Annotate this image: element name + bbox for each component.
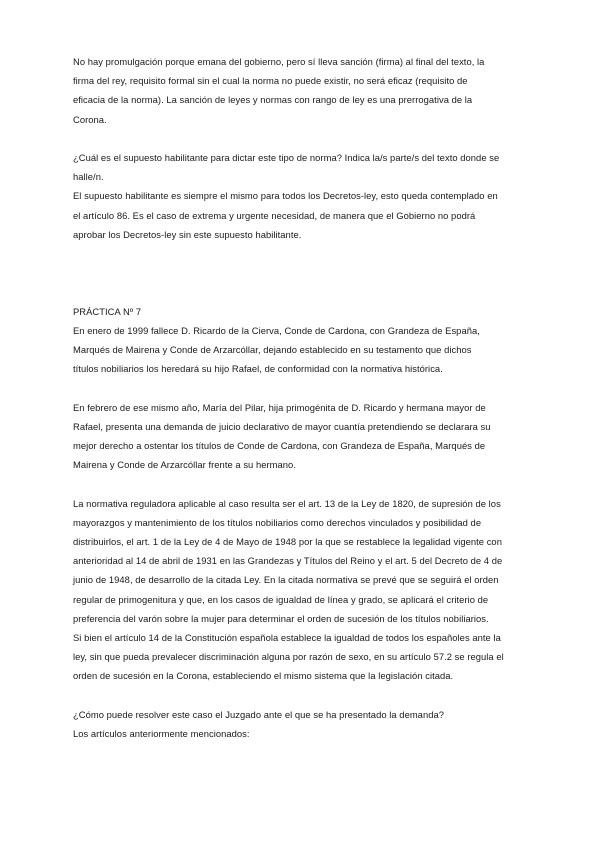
text-line: títulos nobiliarios los heredará su hijo Rafael, de conformidad con la normativa histórica. [73, 363, 443, 375]
paragraph-spacer [73, 474, 543, 493]
text-line: Los artículos anteriormente mencionados: [73, 728, 250, 740]
text-line: ¿Cómo puede resolver este caso el Juzgado ante el que se ha presentado la demanda? [73, 708, 445, 720]
text-line: regular de primogenitura y que, en los casos de igualdad de línea y grado, se aplicará el criterio de [73, 593, 489, 605]
text-line: ley, sin que pueda prevalecer discriminación alguna por razón de sexo, en su artículo 57.2 se regula el [73, 651, 504, 663]
text-line: En enero de 1999 fallece D. Ricardo de la Cierva, Conde de Cardona, con Grandeza de España, [73, 324, 480, 336]
text-line: No hay promulgación porque emana del gobierno, pero sí lleva sanción (firma) al final del texto, la [73, 56, 485, 67]
paragraph-spacer [73, 378, 543, 397]
text-line: Si bien el artículo 14 de la Constitución española establece la igualdad de todos los españoles ante la [73, 632, 501, 644]
section-spacer [73, 244, 543, 282]
text-line: mayorazgos y mantenimiento de los títulos nobiliarios como derechos vinculados y posibilidad de [73, 516, 482, 528]
text-line: aprobar los Decretos-ley sin este supuesto habilitante. [73, 228, 302, 240]
section-spacer [73, 282, 543, 301]
question-resolucion [73, 705, 543, 743]
text-line: Corona. [73, 113, 107, 125]
document-body [73, 52, 543, 743]
text-line: Rafael, presenta una demanda de juicio declarativo de mayor cuantía pretendiendo se declarara su [73, 420, 491, 432]
paragraph-sancion [73, 52, 543, 129]
section-title: PRÁCTICA Nº 7 [73, 305, 142, 317]
text-line: El supuesto habilitante es siempre el mismo para todos los Decretos-ley, esto queda contemplado en [73, 190, 498, 202]
text-line: mejor derecho a ostentar los títulos de Conde de Cardona, con Grandeza de España, Marqués de [73, 440, 486, 451]
text-line: preferencia del varón sobre la mujer para determinar el orden de sucesión de los títulos nobiliarios. [73, 612, 489, 624]
text-line: anterioridad al 14 de abril de 1931 en las Grandezas y Títulos del Reino y el art. 5 del Decreto de 4 de [73, 555, 503, 567]
text-line: En febrero de ese mismo año, María del Pilar, hija primogénita de D. Ricardo y hermana mayor de [73, 401, 486, 413]
paragraph-demanda [73, 398, 543, 475]
text-line: firma del rey, requisito formal sin el cual la norma no puede existir, no será eficaz (requisito de [73, 75, 468, 87]
paragraph-spacer [73, 686, 543, 705]
text-line: ¿Cuál es el supuesto habilitante para dictar este tipo de norma? Indica la/s parte/s del texto donde se [73, 152, 500, 163]
text-line: Mairena y Conde de Arzarcóllar frente a su hermano. [73, 459, 296, 471]
text-line: Marqués de Mairena y Conde de Arzarcóllar, dejando establecido en su testamento que dichos [73, 344, 472, 355]
paragraph-spacer [73, 129, 543, 148]
practica-heading [73, 302, 543, 321]
text-line: halle/n. [73, 171, 104, 183]
paragraph-fallecimiento [73, 321, 543, 379]
text-line: La normativa reguladora aplicable al caso resulta ser el art. 13 de la Ley de 1820, de supresión de los [73, 497, 501, 509]
text-line: junio de 1948, de desarrollo de la citada Ley. En la citada normativa se prevé que se seguirá el orden [73, 574, 499, 586]
text-line: eficacia de la norma). La sanción de leyes y normas con rango de ley es una prerrogativa de la [73, 94, 473, 106]
answer-supuesto-habilitante [73, 186, 543, 244]
text-line: distribuirlos, el art. 1 de la Ley de 4 de Mayo de 1948 por la que se restablece la legalidad vigente con [73, 536, 502, 547]
text-line: orden de sucesión en la Corona, estableciendo el mismo sistema que la legislación citada. [73, 670, 454, 682]
paragraph-normativa [73, 494, 543, 686]
question-supuesto-habilitante [73, 148, 543, 186]
text-line: el artículo 86. Es el caso de extrema y urgente necesidad, de manera que el Gobierno no podrá [73, 209, 476, 221]
